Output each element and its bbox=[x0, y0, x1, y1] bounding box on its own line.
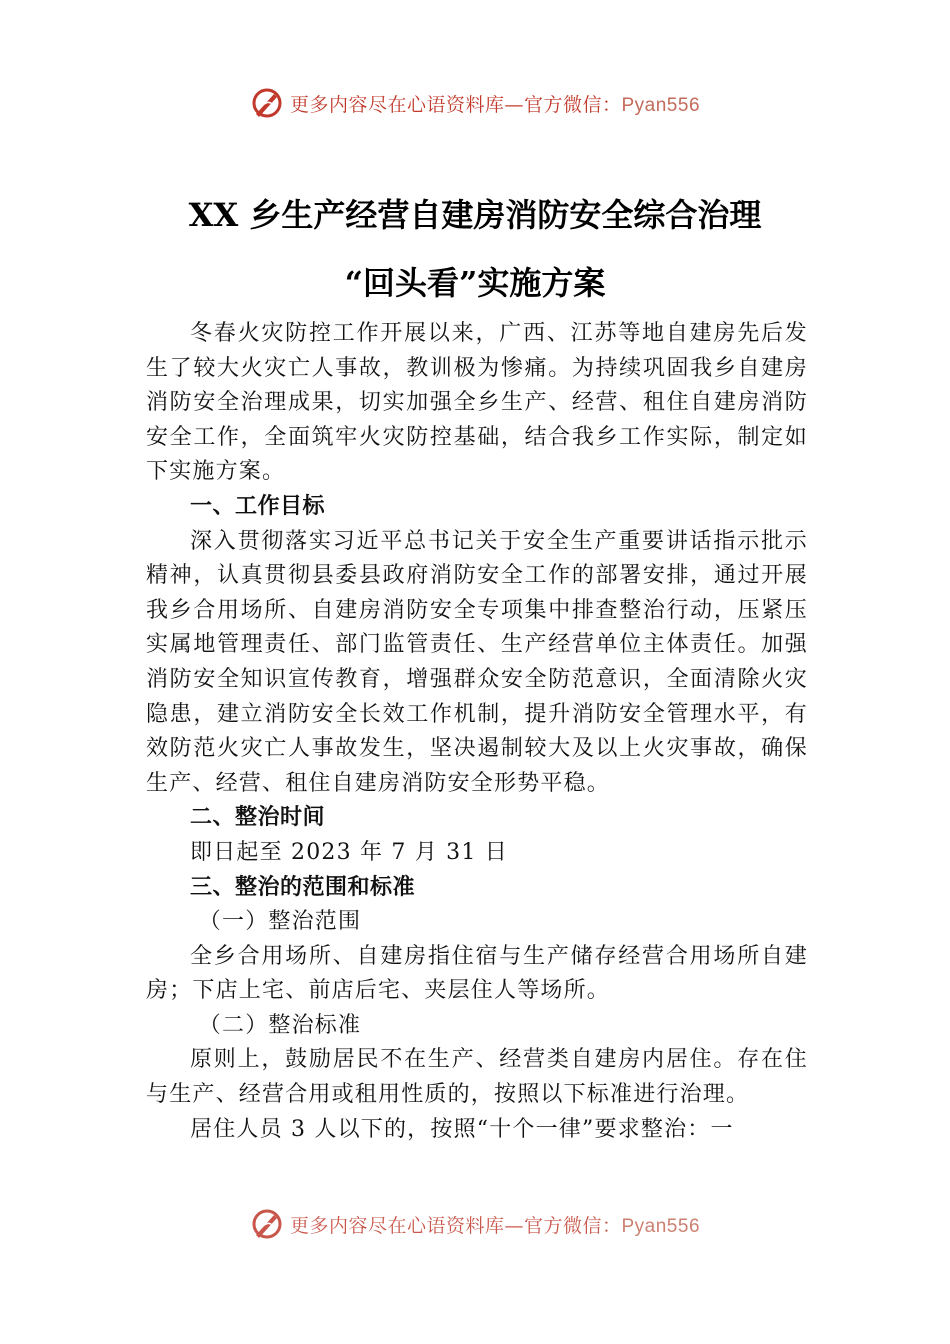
banner-text bbox=[290, 1211, 700, 1238]
body-paragraph: 冬春火灾防控工作开展以来，广西、江苏等地自建房先后发生了较大火灾亡人事故，教训极为惨痛。为持续巩固我乡自建房消防安全治理成果，切实加强全乡生产、经营、租住自建房消防安全工作，全面筑牢火灾防控基础，结合我乡工作实际，制定如下实施方案。 bbox=[146, 321, 808, 485]
section-heading: 一、工作目标 bbox=[190, 493, 326, 519]
section-heading: 三、整治的范围和标准 bbox=[190, 874, 416, 900]
document-title-line1: XX 乡生产经营自建房消防安全综合治理 bbox=[188, 196, 762, 234]
subsection-heading: （一）整治范围 bbox=[198, 909, 362, 935]
subsection-heading: （二）整治标准 bbox=[198, 1012, 362, 1038]
footer-watermark-banner bbox=[0, 1204, 950, 1244]
banner-text-wechat-id: Pyan556 bbox=[621, 94, 701, 116]
banner-text bbox=[290, 90, 700, 117]
section-heading: 二、整治时间 bbox=[190, 805, 326, 831]
body-paragraph: 居住人员 3 人以下的，按照“十个一律”要求整治：一 bbox=[190, 1116, 734, 1142]
banner-text-cn: 更多内容尽在心语资料库—官方微信： bbox=[289, 93, 622, 116]
body-paragraph: 全乡合用场所、自建房指住宿与生产储存经营合用场所自建房；下店上宅、前店后宅、夹层住人等场所。 bbox=[146, 943, 808, 1004]
body-paragraph: 即日起至 2023 年 7 月 31 日 bbox=[190, 839, 508, 865]
document-body bbox=[146, 317, 808, 1147]
pen-and-circle-logo-icon bbox=[250, 1207, 284, 1241]
body-paragraph: 深入贯彻落实习近平总书记关于安全生产重要讲话指示批示精神，认真贯彻县委县政府消防安全工作的部署安排，通过开展我乡合用场所、自建房消防安全专项集中排查整治行动，压紧压实属地管理责任、部门监管责任、生产经营单位主体责任。加强消防安全知识宣传教育，增强群众安全防范意识，全面清除火灾隐患，建立消防安全长效工作机制，提升消防安全管理水平，有效防范火灾亡人事故发生，坚决遏制较大及以上火灾事故，确保生产、经营、租住自建房消防安全形势平稳。 bbox=[146, 528, 808, 796]
banner-text-cn: 更多内容尽在心语资料库—官方微信： bbox=[289, 1214, 622, 1237]
pen-and-circle-logo-icon bbox=[250, 86, 284, 120]
header-watermark-banner bbox=[0, 83, 950, 123]
banner-text-wechat-id: Pyan556 bbox=[621, 1215, 701, 1237]
body-paragraph: 原则上，鼓励居民不在生产、经营类自建房内居住。存在住与生产、经营合用或租用性质的，按照以下标准进行治理。 bbox=[146, 1047, 808, 1108]
document-title-line2: “回头看”实施方案 bbox=[344, 264, 606, 302]
